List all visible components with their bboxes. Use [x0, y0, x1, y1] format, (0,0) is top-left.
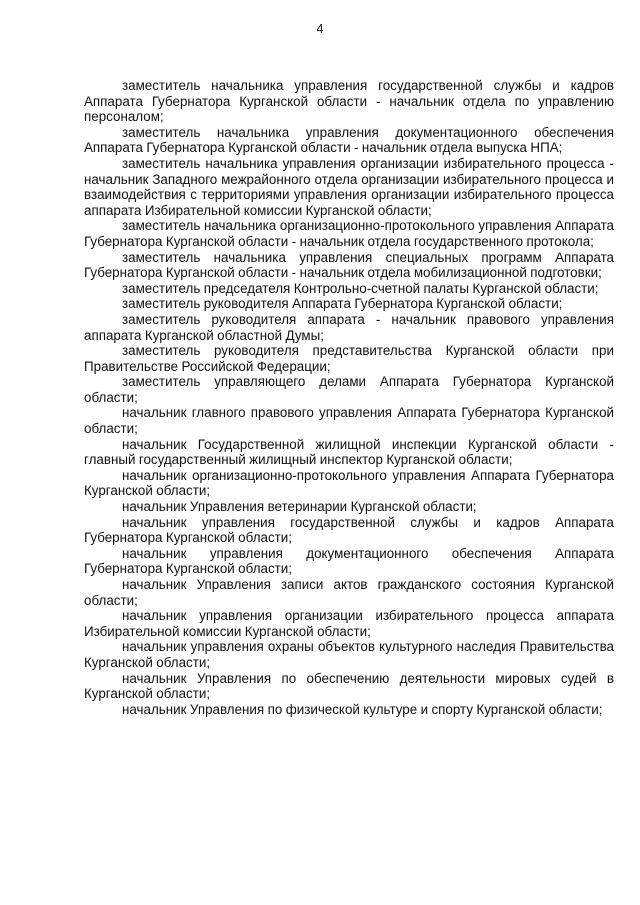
list-item: заместитель начальника управления государственной службы и кадров Аппарата Губернатора Курганской области - начальник отдела по управлению персоналом;	[84, 78, 614, 125]
list-item: заместитель руководителя аппарата - начальник правового управления аппарата Курганской областной Думы;	[84, 311, 614, 343]
list-item: начальник управления охраны объектов культурного наследия Правительства Курганской области;	[84, 639, 614, 670]
list-item: начальник управления государственной службы и кадров Аппарата Губернатора Курганской области;	[84, 514, 614, 546]
list-item: начальник Управления записи актов гражданского состояния Курганской области;	[84, 577, 614, 608]
list-item: заместитель начальника управления документационного обеспечения Аппарата Губернатора Курганской области - начальник отдела выпуска НПА;	[84, 124, 614, 156]
position-list	[84, 78, 614, 717]
list-item: начальник главного правового управления Аппарата Губернатора Курганской области;	[84, 405, 614, 437]
page-number: 4	[316, 22, 324, 36]
list-item: начальник управления организации избирательного процесса аппарата Избирательной комиссии Курганской области;	[84, 608, 614, 639]
list-item: начальник Управления по обеспечению деятельности мировых судей в Курганской области;	[84, 670, 614, 702]
list-item: заместитель начальника организационно-протокольного управления Аппарата Губернатора Курганской области - начальник отдела государственного протокола;	[84, 218, 614, 249]
list-item: начальник Государственной жилищной инспекции Курганской области - главный государственный жилищный инспектор Курганской области;	[84, 436, 614, 468]
list-item: начальник Управления по физической культуре и спорту Курганской области;	[122, 701, 603, 717]
list-item: начальник управления документационного обеспечения Аппарата Губернатора Курганской области;	[84, 545, 614, 577]
list-item: заместитель управляющего делами Аппарата Губернатора Курганской области;	[84, 374, 614, 405]
list-item: начальник Управления ветеринарии Курганской области;	[122, 499, 477, 515]
list-item: заместитель начальника управления организации избирательного процесса - начальник Западного межрайонного отдела организации избирательного процесса и взаимодействия с территориями управления организации избирательного процесса аппарата Избирательной комиссии Курганской области;	[84, 155, 614, 218]
list-item: заместитель председателя Контрольно-счетной палаты Курганской области;	[122, 280, 599, 296]
list-item: начальник организационно-протокольного управления Аппарата Губернатора Курганской области;	[84, 467, 614, 499]
list-item: заместитель руководителя Аппарата Губернатора Курганской области;	[122, 296, 563, 312]
list-item: заместитель начальника управления специальных программ Аппарата Губернатора Курганской области - начальник отдела мобилизационной подготовки;	[84, 249, 614, 281]
list-item: заместитель руководителя представительства Курганской области при Правительстве Российской Федерации;	[84, 343, 614, 374]
